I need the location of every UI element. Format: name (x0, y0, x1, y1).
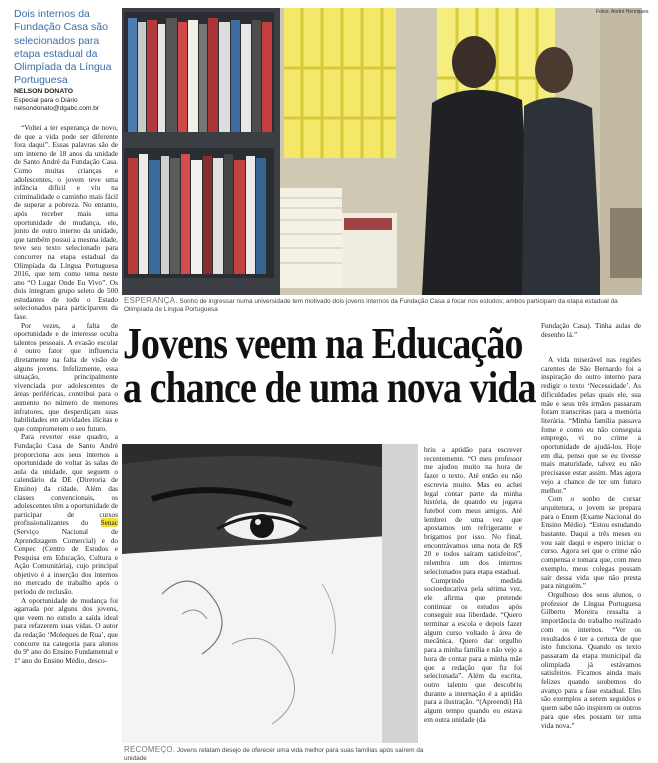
library-photo (122, 8, 642, 295)
paragraph: A vida miserável nas regiões carentes de São Bernardo foi a inspiração do outro interno para redigir o texto ‘Necessidade’. As dificuldades pelas quais ele, sua mãe e seus três irmãos passaram foram transcritas para a memória literária. “Minha família passava fome e como eu não conseguia emprego, vi no crime a oportunidade de ajudá-los. Hoje em dia, penso que se eu tivesse mais maturidade, talvez eu não precisasse estar assim. Mas agora vejo a chance de ter um futuro melhor.” (541, 355, 641, 495)
caption-tag: ESPERANÇA. (124, 296, 178, 305)
paragraph: Com o sonho de cursar arquitetura, o jovem se prepara para o Enem (Exame Nacional do Ensino Médio). “Estou estudando bastante. Daqui a três meses eu vou sair daqui e espero iniciar o curso. Agora sei que o crime não compensa e tomara que, com meu exemplo, meus colegas possam sair dessa vida que não presta para ninguém.” (541, 494, 641, 591)
paragraph: Fundação Casa). Tinha aulas de desenho lá.” (541, 321, 641, 339)
middle-column (424, 446, 522, 725)
photo-top-caption (124, 297, 644, 314)
caption-text: Jovens relatam desejo de oferecer uma vida melhor para suas famílias após saírem da unidade (124, 747, 424, 762)
paragraph: Por vezes, a falta de oportunidade e de interesse oculta talentos pessoais. A evasão escolar é outro fator que influencia diretamente na falta de visão de alguns jovens. Infelizmente, essa situação, principalmente vivenciada por adolescentes de áreas periféricas, contribui para o aumento no número de menores infratores, que desperdiçam suas habilidades em atividades ilícitas e que comprometem o seu futuro. (14, 320, 118, 433)
photo-credit: Fotos: André Henriques (596, 9, 649, 15)
paragraph: “Voltei a ter esperança de novo, de que a vida pode ser diferente fora daqui”. Essas palavras são de um interno de 18 anos da unidade de Santo André da Fundação Casa. Como muitas crianças e adolescentes, o jovem teve uma infância difícil e viu na criminalidade o caminho mais fácil de superar a pobreza. No entanto, após receber mais uma oportunidade de mudança, ele, junto de outro interno da unidade, que também possui a mesma idade, teve seu texto selecionado para concorrer na etapa estadual da Olimpíada da Língua Portuguesa 2016, que tem como tema neste ano “O Lugar Onde Eu Vivo”. Os dois integram grupo seleto de 500 estudantes de todo o Estado selecionados para participarem da fase. (14, 123, 118, 322)
headline (123, 319, 570, 412)
highlighted-term: Senac (100, 518, 118, 528)
byline-role: Especial para o Diário (14, 96, 78, 104)
byline-email: nelsondonato@dgabc.com.br (14, 105, 100, 112)
portrait-photo (122, 444, 418, 743)
headline-line-1: Jovens veem na Educação (123, 319, 523, 368)
paragraph: briu a aptidão para escrever recentemente. “O meu professor me ajudou muito na hora de fazer o texto. Até então eu não escrevia muito. Mas eu achei legal contar parte da minha história, de quando eu jogava futebol com meus amigos. Até lembrei de uma vez que apostamos um refrigerante e brigamos por isso. No final, encontrávamos uma nota de R$ 20 e todos saíram satisfeitos”, relembra um dos internos selecionados para etapa estadual. (424, 445, 522, 576)
right-column-continuation (541, 322, 641, 339)
byline (14, 88, 118, 114)
headline-line-2: a chance de uma nova vida (123, 363, 536, 412)
paragraph: Cumprindo medida socioeducativa pela sétima vez, ele afirma que pretende continuar os estudos após conseguir sua liberdade. “Quero terminar a escola e depois fazer algum curso voltado à área de mecânica. Quero dar orgulho para a minha família e não vejo a hora de contar para a minha mãe que a redação que fiz foi selecionada”. Além da escrita, outro talento que descobriu durante a internação é a aptidão para a ilustração. “(Apreendi) Há algum tempo quando eu estava em outra unidade (da (424, 575, 522, 724)
paragraph: A oportunidade de mudança foi agarrada por alguns dos jovens, que veem no estudo a saída ideal para refazerem suas vidas. O autor da redação ‘Moleques de Rua’, que concorre na categoria para alunos do 9º ano do Ensino Fundamental e 1º ano do Ensino Médio, desco- (14, 595, 118, 665)
photo-top (122, 8, 642, 295)
paragraph: Orgulhoso dos seus alunos, o professor de Língua Portuguesa Gilberto Moreira ressalta a importância do trabalho realizado com os internos. “Ver os resultados é ter a certeza de que isto funciona. Quando os texto passaram da etapa municipal da olimpíada já estávamos satisfeitos. Ficamos ainda mais felizes quando soubemos do avanço para a fase estadual. Eles são exemplos a serem seguidos e quem sabe não inspirem os outros para que eles possam ter uma vida nova.” (541, 589, 641, 730)
paragraph (14, 433, 118, 596)
caption-text: Sonho de ingressar numa universidade tem motivado dois jovens internos da Fundação Casa a focar nos estudos; ambos participam da etapa estadual da Olimpíada de Língua Portuguesa (124, 298, 618, 313)
photo-bottom-caption (124, 746, 424, 763)
byline-name: NELSON DONATO (14, 88, 74, 95)
photo-bottom (122, 444, 418, 743)
right-column (541, 356, 641, 730)
article-deck: Dois internos da Fundação Casa são selecionados para etapa estadual da Olimpíada da Língua Portuguesa (14, 8, 112, 87)
caption-tag: RECOMEÇO. (124, 745, 176, 754)
left-column (14, 124, 118, 665)
paragraph-text: Para reverter esse quadro, a Fundação Casa de Santo André proporciona aos seus internos a oportunidade de voltar às salas de aula da unidade, que seguem o calendário da DE (Diretoria de Ensino) da cidade. Além das classes convencionais, os adolescentes têm a oportunidade de participar de cursos profissionalizantes do (14, 432, 118, 528)
paragraph-text: (Serviço Nacional de Aprendizagem Comercial) e do Cenpec (Centro de Estudos e Pesquisa em Educação, Cultura e Ação Comunitária), cujo principal objetivo é a inserção dos internos no mercado de trabalho após o período de reclusão. (14, 526, 118, 597)
